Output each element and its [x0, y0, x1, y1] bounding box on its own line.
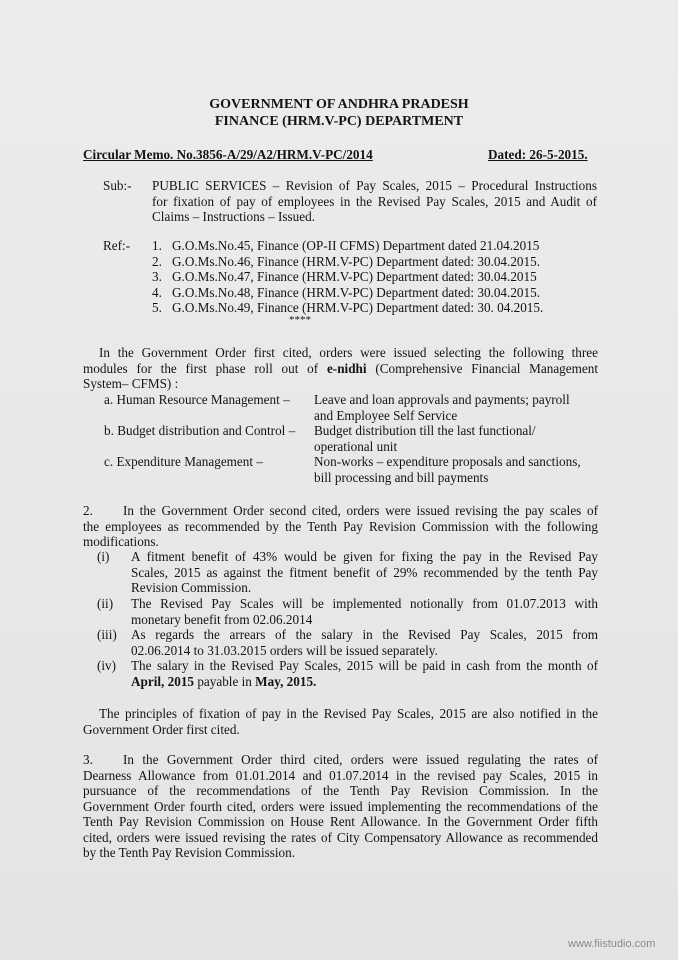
module-a-label: a. Human Resource Management –	[104, 392, 290, 407]
para3: In the Government Order third cited, orders were issued regulating the rates of Dearness Allowance from 01.01.2014 and 01.07.2014 in the revised pay Scales, 2015 in pursuance of the recommendations of the Tenth Pay Revision Commission. In the Government Order fourth cited, orders were issued implementing the recommendations of the Tenth Pay Revision Commission on House Rent Allowance. In the Government Order fifth cited, orders were issued revising the rates of City Compensatory Allowance as recommended by the Tenth Pay Revision Commission.	[83, 752, 598, 860]
ref-item: 2. G.O.Ms.No.46, Finance (HRM.V-PC) Department dated: 30.04.2015.	[152, 253, 540, 269]
subject-label: Sub:-	[103, 178, 132, 193]
separator-stars: ****	[289, 314, 311, 326]
subject-line: Claims – Instructions – Issued.	[152, 209, 316, 224]
para1	[83, 345, 598, 392]
para-principles: The principles of fixation of pay in the Revised Pay Scales, 2015 are also notified in the Government Order first cited.	[83, 706, 598, 737]
department-title: FINANCE (HRM.V-PC) DEPARTMENT	[214, 114, 464, 129]
ref-item: 3. G.O.Ms.No.47, Finance (HRM.V-PC) Department dated: 30.04.2015	[152, 269, 537, 284]
para2-number: 2.	[83, 503, 93, 518]
module-a-desc: Leave and loan approvals and payments; payroll and Employee Self Service	[314, 392, 570, 423]
ref-item: 4. G.O.Ms.No.48, Finance (HRM.V-PC) Department dated: 30.04.2015.	[152, 284, 540, 300]
para1-line: In the Government Order first cited, orders were issued selecting the following three	[99, 345, 598, 360]
ref-item: 1. G.O.Ms.No.45, Finance (OP-II CFMS) Department dated 21.04.2015	[152, 238, 540, 253]
item-iii-text: As regards the arrears of the salary in the Revised Pay Scales, 2015 from 02.06.2014 to 31.03.2015 orders will be issued separately.	[131, 627, 598, 658]
item-i-num: (i)	[97, 549, 110, 564]
para2-line: the employees as recommended by the Tenth Pay Revision Commission with the following	[83, 518, 598, 534]
item-ii-text: The Revised Pay Scales will be implemented notionally from 01.07.2013 with monetary benefit from 02.06.2014	[131, 596, 598, 627]
e-nidhi-bold: e-nidhi	[326, 360, 367, 376]
ref-list	[152, 238, 543, 316]
item-iv-text: The salary in the Revised Pay Scales, 2015 will be paid in cash from the month of April, 2015 payable in May, 2015.	[131, 658, 598, 689]
item-iv-num: (iv)	[97, 658, 117, 673]
memo-date: Dated: 26-5-2015.	[488, 147, 588, 162]
memo-number: Circular Memo. No.3856-A/29/A2/HRM.V-PC/2014	[83, 147, 373, 162]
watermark-text: www.fiistudio.com	[568, 938, 656, 950]
para2-line: modifications.	[83, 534, 159, 549]
item-ii-num: (ii)	[97, 596, 114, 611]
module-c-label: c. Expenditure Management –	[104, 454, 263, 469]
ref-label: Ref:-	[103, 238, 131, 253]
module-b-desc: Budget distribution till the last functional/ operational unit	[314, 423, 536, 454]
para2	[83, 503, 598, 550]
april-bold: April, 2015	[131, 673, 195, 689]
govt-title: GOVERNMENT OF ANDHRA PRADESH	[209, 97, 469, 112]
item-iii-num: (iii)	[97, 627, 117, 642]
module-b-label: b. Budget distribution and Control –	[104, 423, 296, 438]
subject-line: for fixation of pay of employees in the Revised Pay Scales, 2015 and Audit of	[152, 193, 597, 209]
module-c-desc: Non-works – expenditure proposals and sanctions, bill processing and bill payments	[314, 454, 581, 485]
item-i-text: A fitment benefit of 43% would be given for fixing the pay in the Revised Pay Scales, 2015 as against the fitment benefit of 29% recommended by the tenth Pay Revision Commission.	[131, 549, 598, 595]
may-bold: May, 2015.	[255, 673, 317, 689]
subject-line: PUBLIC SERVICES – Revision of Pay Scales, 2015 – Procedural Instructions	[152, 178, 597, 193]
para1-line: modules for the first phase roll out of e-nidhi (Comprehensive Financial Management	[83, 360, 598, 376]
ref-item: 5. G.O.Ms.No.49, Finance (HRM.V-PC) Department dated: 30. 04.2015.	[152, 300, 544, 315]
para3-number: 3.	[83, 752, 93, 767]
para2-line: In the Government Order second cited, orders were issued revising the pay scales of	[123, 503, 598, 518]
para1-line: System– CFMS) :	[83, 376, 179, 391]
subject-text	[152, 178, 597, 225]
